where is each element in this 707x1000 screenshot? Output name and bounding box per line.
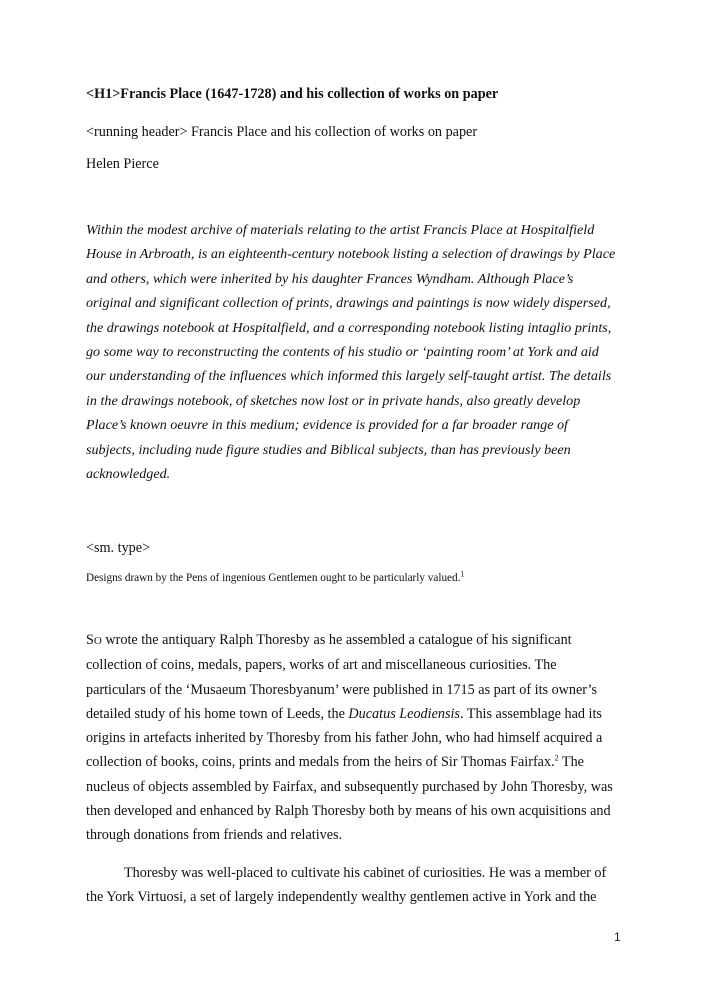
paragraph-line: through donations from friends and relatives. [86, 827, 343, 844]
author-name: Helen Pierce [86, 156, 159, 172]
book-title: Ducatus Leodiensis [348, 705, 460, 722]
abstract-line: our understanding of the influences which informed this largely self-taught artist. The details [86, 368, 612, 385]
abstract-line: in the drawings notebook, of sketches now lost or in private hands, also greatly develop [86, 392, 581, 409]
paragraph-line [86, 628, 626, 653]
paragraph-line-text: wrote the antiquary Ralph Thoresby as he assembled a catalogue of his significant [101, 632, 572, 648]
paragraph-line: origins in artefacts inherited by Thoresby from his father John, who had himself acquired a [86, 730, 603, 747]
paragraph-line [86, 702, 626, 726]
body-paragraph-1 [86, 628, 626, 848]
paragraph-line [86, 750, 626, 774]
paragraph-line: nucleus of objects assembled by Fairfax, and subsequently purchased by John Thoresby, was [86, 778, 613, 795]
paragraph-line: particulars of the ‘Musaeum Thoresbyanum’ were published in 1715 as part of its owner’s [86, 681, 598, 698]
footnote-marker[interactable]: 2 [554, 753, 559, 763]
dropcap-first-letter: S [86, 632, 94, 648]
abstract-line: the drawings notebook at Hospitalfield, and a corresponding notebook listing intaglio prints, [86, 319, 612, 336]
epigraph-text: Designs drawn by the Pens of ingenious Gentlemen ought to be particularly valued. [86, 572, 461, 584]
paragraph-line: Thoresby was well-placed to cultivate his cabinet of curiosities. He was a member of [124, 865, 607, 881]
paragraph-line: the York Virtuosi, a set of largely independently wealthy gentlemen active in York and the [86, 889, 597, 906]
paragraph-line-text: collection of books, coins, prints and medals from the heirs of Sir Thomas Fairfax. [86, 754, 555, 771]
abstract-line: subjects, including nude figure studies and Biblical subjects, than has previously been [86, 441, 571, 458]
paragraph-line: collection of coins, medals, papers, works of art and miscellaneous curiosities. The [86, 657, 557, 674]
abstract-line: Place’s known oeuvre in this medium; evidence is provided for a far broader range of [86, 417, 568, 434]
paragraph-line-text: detailed study of his home town of Leeds, the [86, 705, 349, 722]
dropcap-small-caps: O [93, 635, 102, 647]
paragraph-line-text: . This assemblage had its [459, 705, 602, 722]
paragraph-line-text: The [558, 754, 584, 771]
article-heading: <H1>Francis Place (1647-1728) and his collection of works on paper [86, 86, 499, 102]
page-number: 1 [614, 930, 621, 944]
abstract-line: House in Arbroath, is an eighteenth-century notebook listing a selection of drawings by Place [86, 246, 616, 263]
abstract [86, 218, 626, 486]
abstract-line: original and significant collection of prints, drawings and paintings is now widely dispersed, [86, 295, 611, 312]
paragraph-line: then developed and enhanced by Ralph Thoresby both by means of his own acquisitions and [86, 803, 611, 820]
abstract-line: Within the modest archive of materials relating to the artist Francis Place at Hospitalfield [86, 222, 595, 238]
abstract-line: acknowledged. [86, 466, 171, 483]
running-header: <running header> Francis Place and his collection of works on paper [86, 124, 478, 140]
small-type-tag: <sm. type> [86, 540, 151, 556]
epigraph [86, 571, 464, 585]
abstract-line: and others, which were inherited by his daughter Frances Wyndham. Although Place’s [86, 270, 574, 287]
body-paragraph-2 [86, 861, 626, 910]
footnote-marker[interactable]: 1 [460, 569, 465, 579]
abstract-line: go some way to reconstructing the contents of his studio or ‘painting room’ at York and aid [86, 344, 599, 361]
